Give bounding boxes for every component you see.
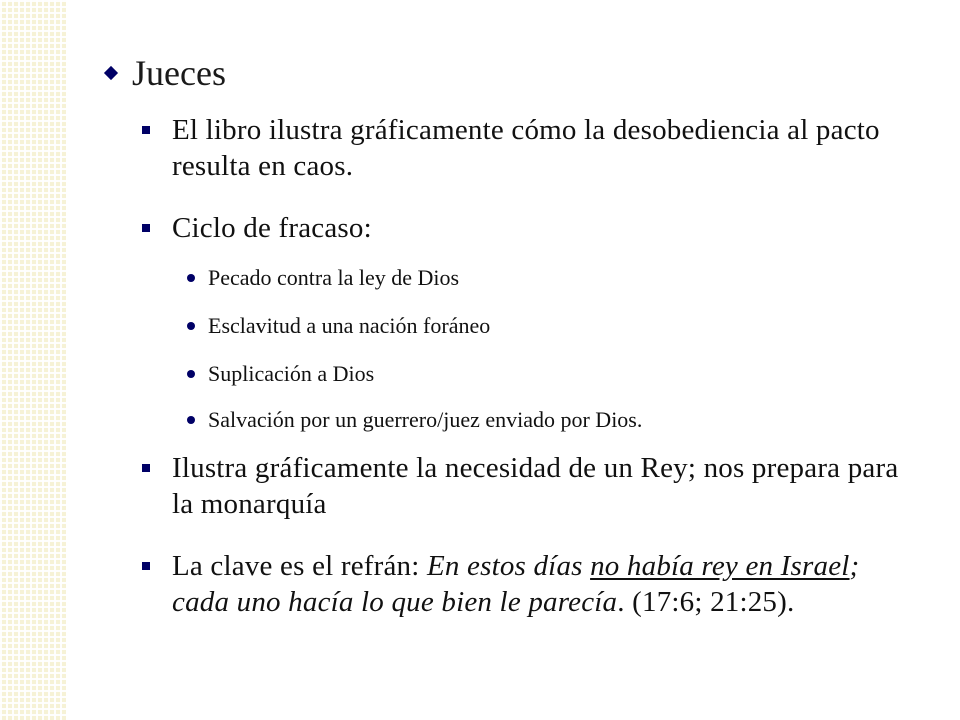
sub-item-1 xyxy=(187,264,887,292)
slide-title: Jueces xyxy=(132,53,226,93)
bullet-item-2 xyxy=(142,210,922,246)
sub-item-4-text: Salvación por un guerrero/juez enviado por Dios. xyxy=(208,407,643,432)
sub-item-4 xyxy=(187,406,887,434)
square-bullet-icon xyxy=(142,464,150,472)
round-bullet-icon xyxy=(187,370,195,378)
bullet-item-4-text xyxy=(172,548,922,620)
square-bullet-icon xyxy=(142,562,150,570)
bullet-item-2-text: Ciclo de fracaso: xyxy=(172,212,372,244)
round-bullet-icon xyxy=(187,274,195,282)
sub-item-1-text: Pecado contra la ley de Dios xyxy=(208,265,460,290)
bullet-item-3-text: Ilustra gráficamente la necesidad de un Rey; nos prepara para la monarquía xyxy=(172,452,899,520)
square-bullet-icon xyxy=(142,126,150,134)
bullet-item-1 xyxy=(142,112,922,184)
refrain-reference: . (17:6; 21:25). xyxy=(617,586,795,618)
sub-item-3 xyxy=(187,360,887,388)
sub-item-2 xyxy=(187,312,887,340)
diamond-bullet-icon xyxy=(104,66,118,80)
round-bullet-icon xyxy=(187,322,195,330)
refrain-quote-start: En estos días xyxy=(426,550,591,582)
bullet-item-1-text: El libro ilustra gráficamente cómo la desobediencia al pacto resulta en caos. xyxy=(172,114,880,182)
sub-item-3-text: Suplicación a Dios xyxy=(208,361,375,386)
square-bullet-icon xyxy=(142,224,150,232)
refrain-quote-underlined: no había rey en Israel xyxy=(590,550,850,582)
round-bullet-icon xyxy=(187,416,195,424)
title-row xyxy=(100,50,226,96)
sub-item-2-text: Esclavitud a una nación foráneo xyxy=(208,313,491,338)
bullet-item-3 xyxy=(142,450,922,522)
decorative-left-stripe xyxy=(0,0,66,720)
refrain-quote-end: ; cada uno hacía lo que bien le parecía xyxy=(172,550,860,618)
bullet-item-4 xyxy=(142,548,922,620)
refrain-intro: La clave es el refrán: xyxy=(172,550,427,582)
